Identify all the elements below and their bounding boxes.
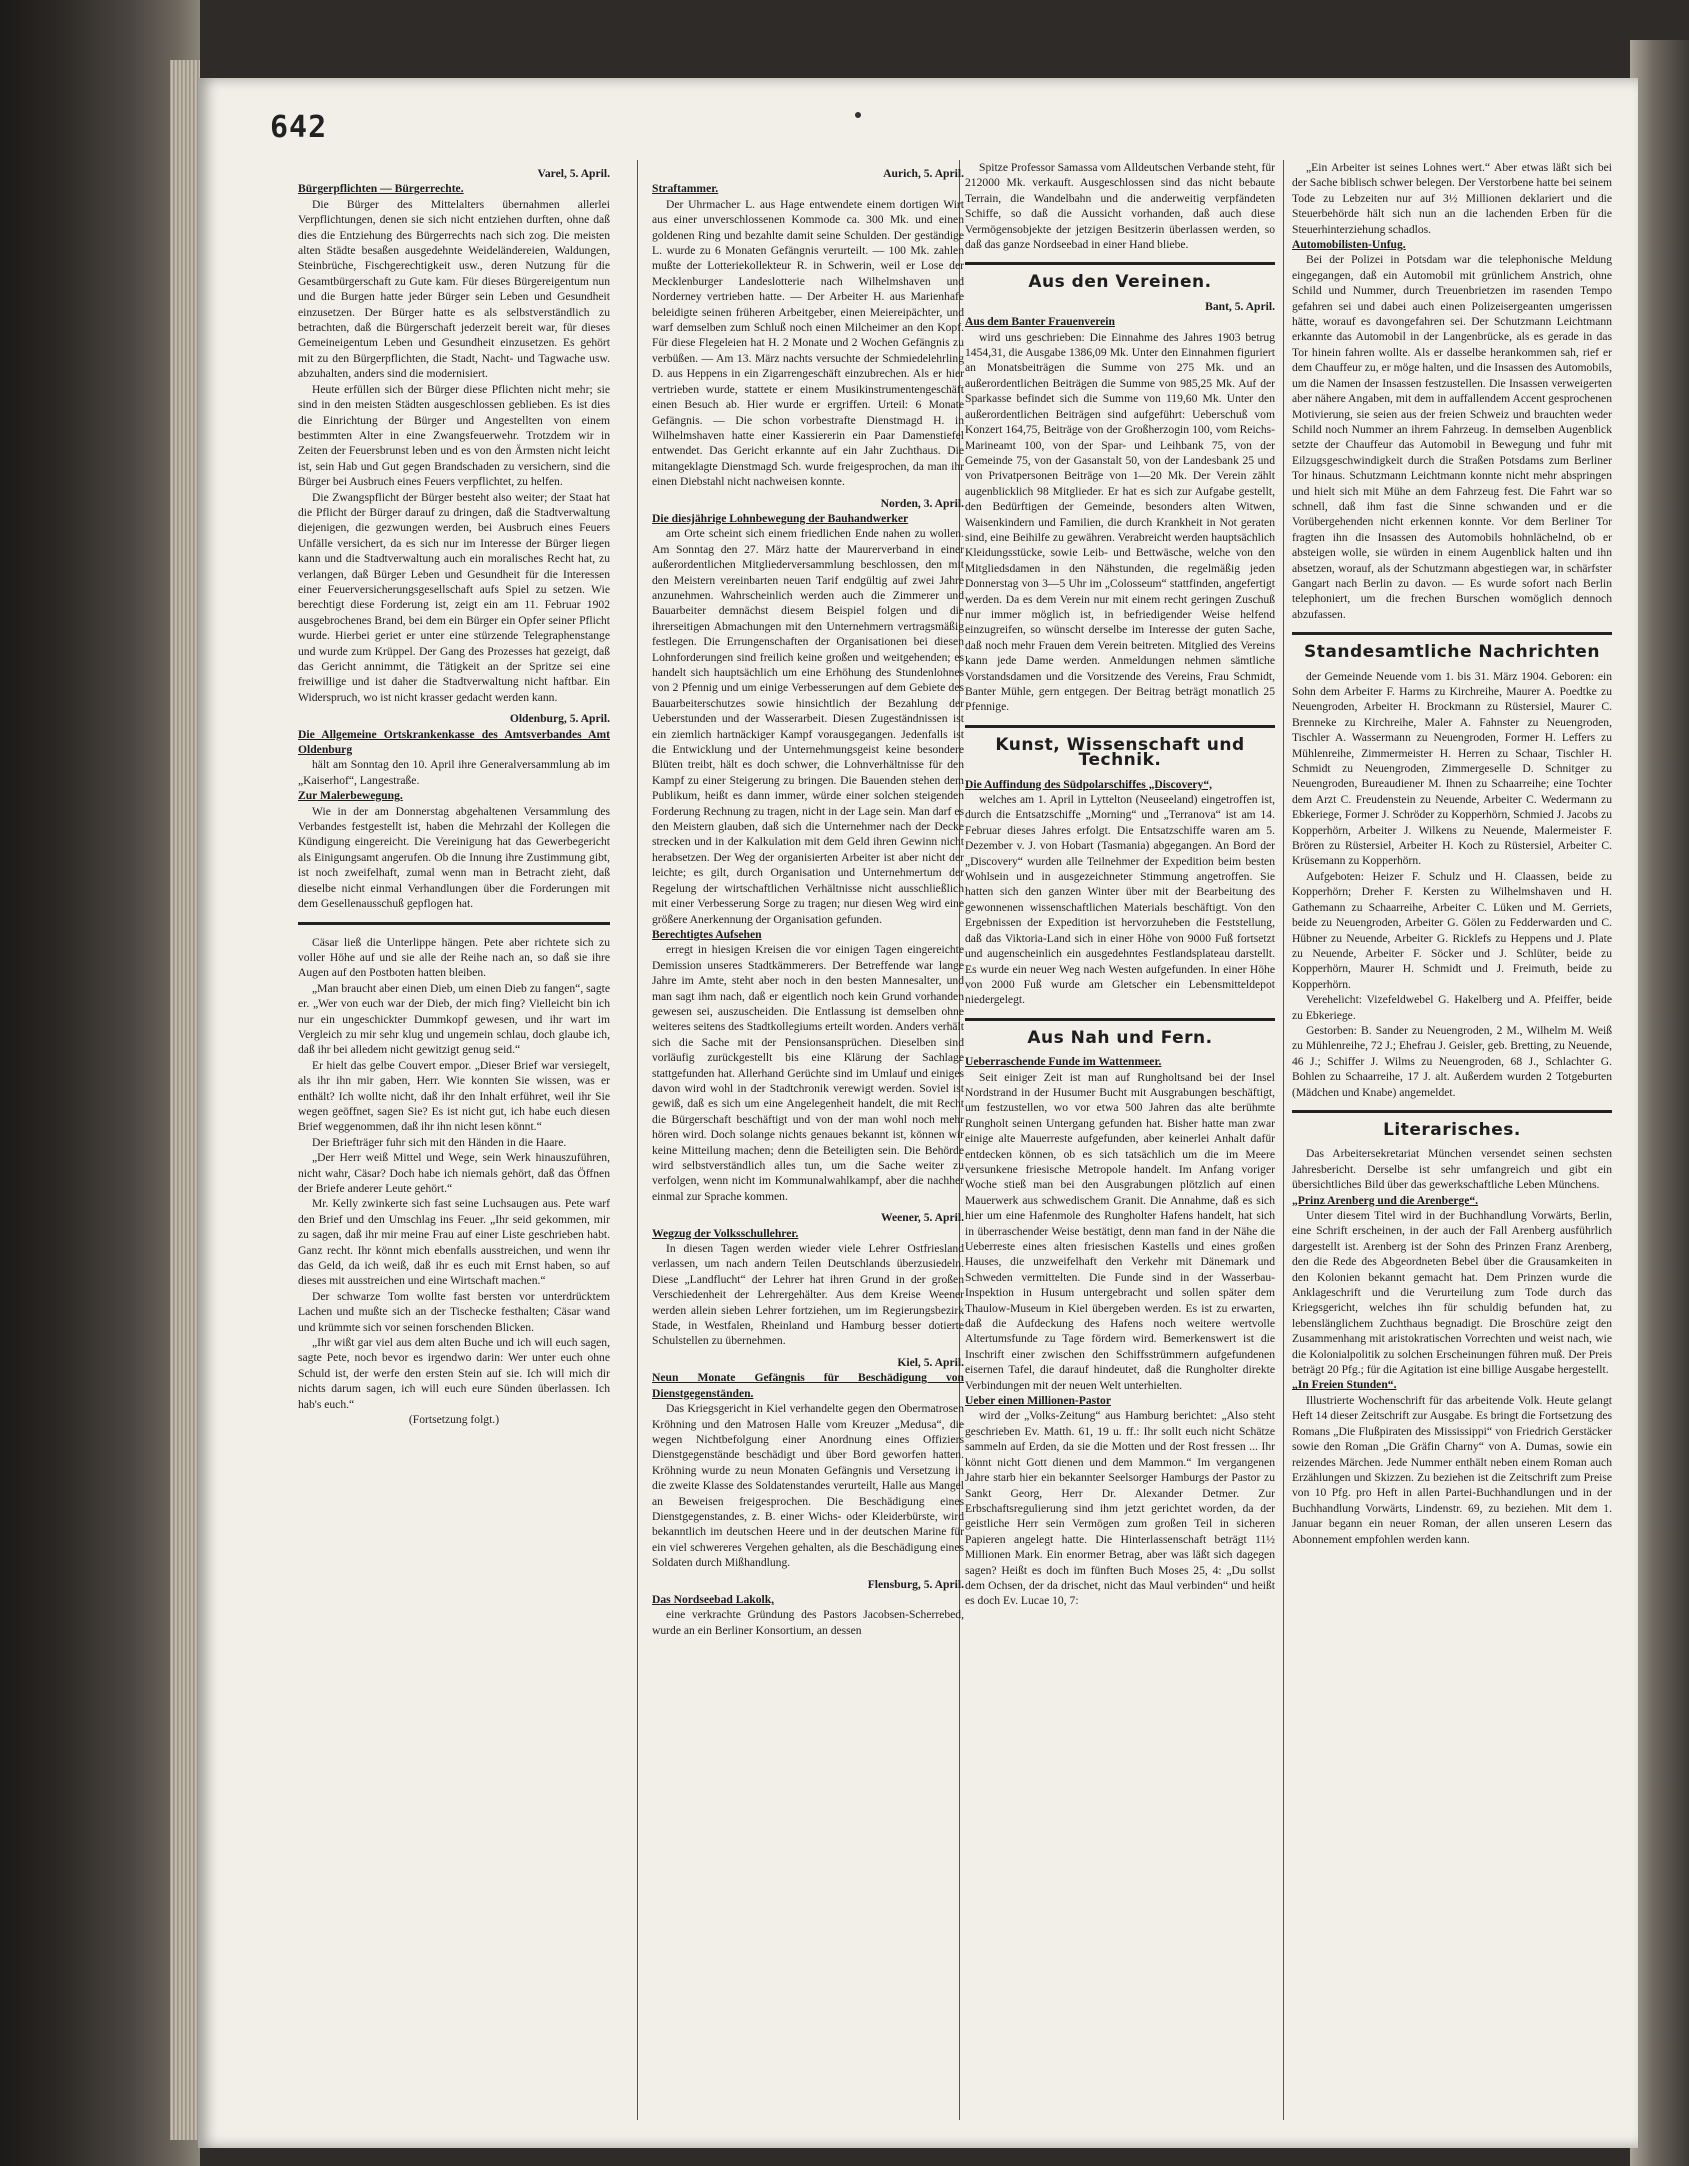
article-paragraph: Illustrierte Wochenschrift für das arbeitende Volk. Heute gelangt Heft 14 dieser Zeitschrift zur Ausgabe. Es bringt die Fortsetzung des Romans „Die Flußpiraten des Mississippi“ von Friedrich Gerstäcker sowie den Roman „Die Gräfin Charny“ von A. Dumas, sowie ein reizendes Märchen. Jede Nummer enthält neben einem Roman auch Erzählungen und Skizzen. Zu beziehen ist die Zeitschrift zum Preise von 10 Pfg. pro Heft in allen Partei-Buchhandlungen und in der Buchhandlung Vorwärts, Lindenstr. 69, zu beziehen. Mit dem 1. Januar begann ein neuer Roman, der allen unseren Lesern das Abonnement empfohlen werden kann. — [1292, 1393, 1612, 1546]
article-paragraph: Die Zwangspflicht der Bürger besteht also weiter; der Staat hat die Pflicht der Bürger darauf zu dringen, daß die Stadtverwaltung diejenigen, die gezwungen werden, bei Ausbruch eines Feuers Unfälle versichert, da es sich nur im Interesse der Bürger liegen kann und die Stadtverwaltung auch ein moralisches Recht hat, zu verlangen, daß Bürger Leben und Gesundheit für die Interessen einer Feuerversicherungsgesellschaft aufs Spiel zu setzen. Wie berechtigt diese Forderung ist, zeigt ein am 11. Februar 1902 ausgebrochenes Brand, bei dem ein Bürger ein Opfer seiner Pflicht wurde. Hierbei geriet er unter eine stürzende Telegraphenstange und wurde zum Krüppel. Der Gang des Prozesses hat gezeigt, daß das Gericht annimmt, die Tätigkeit an der Spritze sei eine freiwillige und ist daher die Stadtverwaltung nicht haftbar. Ein Widerspruch, wo ist nicht krasser gedacht werden kann. — [298, 490, 610, 704]
section-heading: Aus Nah und Fern. — [1027, 1027, 1213, 1048]
dateline: Norden, 3. April. — [880, 496, 964, 510]
dateline: Kiel, 5. April. — [897, 1355, 964, 1369]
section-divider — [965, 725, 1275, 728]
dateline: Bant, 5. April. — [1205, 299, 1275, 313]
section-divider — [965, 1018, 1275, 1021]
article-paragraph: Die Bürger des Mittelalters übernahmen allerlei Verpflichtungen, denen sie sich nicht entziehen durften, ohne daß dies die Entziehung des Bürgerrechts nach sich zog. Die meisten alten Städte besaßen ausgedehnte Weideländereien, Waldungen, Steinbrüche, Fischgerechtigkeit usw., deren Nutzung für die Gesamtbürgerschaft zu Gute kam. Für dieses Bürgereigentum nun und die Burgen hatte jeder Bürger sein Leben und Gesundheit einzusetzen. Der Bürger hatte es als selbstverständlich zu betrachten, daß die Bürgerschaft jederzeit bereit war, für dieses Gemeineigentum Leben und Gesundheit einzusetzen. Es gehört mit zu den Bürgerpflichten, die Stadt, Nacht- und Tagwache usw. abzuhalten, anders sind die modernisiert. — [298, 197, 610, 381]
article-paragraph: Er hielt das gelbe Couvert empor. „Dieser Brief war versiegelt, als ihr ihn mir gaben, Herr. Wie konnten Sie wissen, was er enthält? Ich wollte nicht, daß ihr den Inhalt erführet, weil ihr Sie wegen geöffnet, sagen Sie? Es ist nicht gut, ich habe euch diesen Brief weggenommen, daß ihr ihn nicht lesen könnt.“ — [298, 1058, 610, 1134]
continuation-note: (Fortsetzung folgt.) — [408, 1413, 500, 1427]
page-number: 642 — [270, 110, 328, 145]
article-paragraph: Das Arbeitersekretariat München versendet seinen sechsten Jahresbericht. Derselbe ist sehr umfangreich und gibt ein übersichtliches Bild über das gewerkschaftliche Leben Münchens. — [1292, 1147, 1612, 1192]
section-heading: Literarisches. — [1383, 1119, 1521, 1140]
article-heading: Die Auffindung des Südpolarschiffes „Discovery“, — [965, 777, 1213, 791]
article-paragraph: „Ihr wißt gar viel aus dem alten Buche und ich will euch sagen, sagte Pete, noch bevor es irgendwo darin: Wer unter euch ohne Schuld ist, der werfe den ersten Stein auf sie. Ich will mich dir nichts darum sagen, ich will euch eure Sünden überlassen. Ich hab's euch.“ — [298, 1336, 610, 1411]
dateline: Varel, 5. April. — [537, 167, 610, 180]
article-paragraph: Der Briefträger fuhr sich mit den Händen in die Haare. — [312, 1135, 567, 1149]
article-paragraph: „Man braucht aber einen Dieb, um einen Dieb zu fangen“, sagte er. „Wer von euch war der Dieb, der mich fing? Vielleicht bin ich nur ein ungeschickter Dummkopf gewesen, und ihr wart im Vergleich zu mir sehr klug und ungemein schlau, doch glaube ich, daß ihr bei alledem nicht gewitzigt genug seid.“ — [298, 981, 610, 1057]
article-heading: Die diesjährige Lohnbewegung der Bauhandwerker — [652, 511, 909, 525]
article-paragraph: am Orte scheint sich einem friedlichen Ende nahen zu wollen. Am Sonntag den 27. März hatte der Maurerverband in einer außerordentlichen Mitgliederversammlung beschlossen, den mit den Meistern vereinbarten neuen Tarif endgültig auf zwei Jahre anzunehmen. Wahrscheinlich werden auch die Zimmerer und Bauarbeiter demnächst diesem Beispiel folgen und die ihrerseitigen Abmachungen mit den Unternehmern vertragsmäßig festlegen. Die Errungenschaften der Organisationen bei diesen Lohnforderungen sind freilich keine großen und weitgehenden; es handelt sich hauptsächlich um eine Erhöhung des Stundenlohnes von 2 Pfennig und um einige Verbesserungen auf dem Gebiete des Bauarbeiterschutzes sowie hinsichtlich der Bezahlung der Ueberstunden und der Wasserarbeit. Diesen Zugeständnissen ist ein ziemlich hartnäckiger Kampf vorausgegangen. Jedenfalls ist die Entwicklung und der Unternehmungsgeist keine besondere Blüten treibt, hält es doch schwer, die Lohnverhältnisse für den Kampf zu einer Steigerung zu bringen. Die Bauenden stehen dem Publikum, heißt es dann immer, würde einer solchen steigenden Forderung Rechnung zu tragen, nicht in der Lage sein. Man darf es den Meistern glauben, daß sich die Unternehmer nach der Decke strecken und in der Kalkulation mit dem Geld ihren Gewinn nicht herabsetzen. Der Weg der organisierten Arbeiter ist aber nicht der leichte; es gilt, durch Organisation und Unternehmertum der Regelung der wirtschaftlichen Verhältnisse nicht ausschließlich mit einer Verbesserung Sorge zu tragen; nur diesen Weg wird eine größere Anerkennung der Organisation gefunden. — [652, 527, 964, 926]
section-heading: Standesamtliche Nachrichten — [1304, 642, 1600, 663]
dateline: Oldenburg, 5. April. — [509, 712, 610, 726]
article-paragraph: „Der Herr weiß Mittel und Wege, sein Werk hinauszuführen, nicht wahr, Cäsar? Doch habe ich niemals gehört, daß das Öffnen der Briefe anderer Leute gehört.“ — [298, 1151, 610, 1195]
column-rule — [637, 160, 638, 2120]
article-heading: Zur Malerbewegung. — [298, 789, 403, 803]
article-heading: Neun Monate Gefängnis für Beschädigung von Dienstgegenständen. — [652, 1371, 964, 1400]
column-rule — [1283, 160, 1284, 2120]
dateline: Flensburg, 5. April. — [867, 1577, 964, 1591]
dateline: Weener, 5. April. — [881, 1211, 964, 1225]
article-heading: „In Freien Stunden“. — [1292, 1378, 1397, 1392]
section-heading: Aus den Vereinen. — [1028, 272, 1212, 293]
section-divider — [1292, 632, 1612, 635]
article-paragraph: Verehelicht: Vizefeldwebel G. Hakelberg und A. Pfeiffer, beide zu Ebkeriege. — [1292, 993, 1612, 1022]
article-paragraph: Unter diesem Titel wird in der Buchhandlung Vorwärts, Berlin, eine Schrift erscheinen, in der auch der Fall Arenberg ausführlich dargestellt ist. Arenberg ist der Sohn des Prinzen Franz Arenberg, den die Rede des Abgeordneten Bebel über die Grausamkeiten in den Kolonien bekannt gemacht hat. Dem Prinzen wurde die Anklageschrift und die Verurteilung zum Tode durch das Kriegsgericht, welches ihn für schuldig befunden hat, zu lebenslänglichem Zuchthaus begnadigt. Die Broschüre zeigt den Zusammenhang mit aristokratischen Vorrechten und weist nach, wie die Kolonialpolitik zu solchen Erscheinungen führen muß. Der Preis beträgt 20 Pfg.; für die Agitation ist eine billige Ausgabe hergestellt. — [1292, 1209, 1612, 1377]
article-heading: Bürgerpflichten — Bürgerrechte. — [298, 182, 464, 196]
article-paragraph: Mr. Kelly zwinkerte sich fast seine Luchsaugen aus. Pete warf den Brief und den Umschlag ins Feuer. „Ihr seid gekommen, mir zu sagen, daß ihr mir meine Frau auf einer Liste geschrieben habt. Ganz recht. Ihr könnt mich ebenfalls ausstreichen, und wenn ihr das Geld, da ich weiß, daß ihr es euch mit Ernst haben, so auf dieses mit ausstreichen und eine Wirtschaft machen.“ — [298, 1197, 610, 1288]
article-paragraph: Der schwarze Tom wollte fast bersten vor unterdrücktem Lachen und mußte sich an der Tischecke festhalten; Cäsar wand und krümmte sich vor seinen forschenden Blicken. — [298, 1289, 610, 1334]
article-heading: Straftammer. — [652, 182, 719, 196]
article-paragraph: Das Kriegsgericht in Kiel verhandelte gegen den Obermatrosen Kröhning und den Matrosen Halle vom Kreuzer „Medusa“, die wegen Nichtbefolgung einer Anordnung eines Offiziers Dienstgegenstände beschädigt und über Bord geworfen hatten. Kröhning wurde zu neun Monaten Gefängnis und Versetzung in die zweite Klasse des Soldatenstandes verurteilt, Halle aus Mangel an Beweisen freigesprochen. Die Beschädigung eines Dienstgegenstandes, z. B. einer Wichs- oder Kleiderbürste, wird bekanntlich im deutschen Heere und in der deutschen Marine für ein viel schwereres Vergehen gehalten, als die Beschädigung eines Soldaten durch Mißhandlung. — [652, 1402, 964, 1570]
right-binding-edge — [1630, 40, 1689, 2166]
article-paragraph: Aufgeboten: Heizer F. Schulz und H. Claassen, beide zu Kopperhörn; Dreher F. Kersten zu Wilhelmshaven und H. Gathemann zu Schaarreihe, Arbeiter C. Lüken und M. Gerriets, beide zu Neuengroden, Arbeiter G. Gölen zu Fedderwarden und C. Hübner zu Neuende, Arbeiter G. Ricklefs zu Heppens und J. Plate zu Neuende, Arbeiter F. Söcker und J. Schlüter, beide zu Kopperhörn, Maurer H. Schmidt und J. Freimuth, beide zu Kopperhörn. — [1292, 869, 1612, 991]
article-paragraph: wird uns geschrieben: Die Einnahme des Jahres 1903 betrug 1454,31, die Ausgabe 1386,09 Mk. Unter den Einnahmen figuriert an Monatsbeiträgen die Summe von 275 Mk. und an außerordentlichen Beiträgen die Summe von 985,25 Mk. Auf der Sparkasse befindet sich die Summe von 119,60 Mk. Unter den außerordentlichen Beiträgen sind aufgeführt: Ueberschuß vom Konzert 164,75, Beiträge von der Großherzogin 100, vom Reichs-Marineamt 100, von der Spar- und Leihbank 75, von der Gemeinde 75, von der Gasanstalt 50, von der Landesbank 25 und von Privatpersonen Beiträge von 1—20 Mk. Der Verein zählt augenblicklich 98 Mitglieder. Er hat es sich zur Aufgabe gestellt, den Bedürftigen der Gemeinde, besonders alten Witwen, Waisenkindern und Familien, die durch Krankheit in Not geraten sind, eine Beihilfe zu gewähren. Verabreicht werden hauptsächlich Kleidungsstücke, sowie Leib- und Bettwäsche, welche von den Mitgliedsdamen in den Nähstunden, die regelmäßig jeden Donnerstag von 3—5 Uhr im „Colosseum“ stattfinden, angefertigt werden. Da es dem Verein nur mit einem recht geringen Zuschuß nur immer möglich ist, in befriedigender Weise helfend einzugreifen, so wünscht derselbe im Interesse der guten Sache, daß noch mehr Frauen dem Verein beitreten. Mitglied des Vereins kann jede Dame werden. Anmeldungen nehmen sämtliche Vorstandsdamen und die Vorsitzende des Vereins, Frau Schmidt, Banter Mühle, gern entgegen. Der Beitrag beträgt monatlich 25 Pfennige. — [965, 330, 1275, 714]
article-paragraph: In diesen Tagen werden wieder viele Lehrer Ostfriesland verlassen, um nach andern Teilen Deutschlands überzusiedeln. Diese „Landflucht“ der Lehrer hat ihren Grund in der großen Verschiedenheit der Lehrergehälter. Aus dem Kreise Weener werden allein sieben Lehrer fortziehen, um im Regierungsbezirk Stade, in Westfalen, Rheinland und Hamburg besser dotierte Schulstellen zu übernehmen. — [652, 1242, 964, 1348]
article-heading: Aus dem Banter Frauenverein — [965, 315, 1115, 329]
article-heading: Die Allgemeine Ortskrankenkasse des Amtsverbandes Amt Oldenburg — [298, 727, 610, 757]
article-paragraph: Gestorben: B. Sander zu Neuengroden, 2 M., Wilhelm M. Weiß zu Mühlenreihe, 72 J.; Ehefrau J. Geisler, geb. Bretting, zu Neuende, 46 J.; Schiffer J. Wilms zu Neuengroden, 68 J., Schlachter G. Bohlen zu Schaarreihe, 17 J. alt. Außerdem wurden 2 Totgeburten (Mädchen und Knabe) angemeldet. — [1292, 1023, 1612, 1099]
dateline: Aurich, 5. April. — [883, 167, 964, 180]
article-paragraph: Der Uhrmacher L. aus Hage entwendete einem dortigen Wirt aus einer unverschlossenen Kommode ca. 300 Mk. und einen goldenen Ring und bezahlte damit seine Schulden. Der geständige L. wurde zu 6 Monaten Gefängnis verurteilt. — 100 Mk. zahlen mußte der Lotteriekollekteur R. in Schwerin, weil er Lose der Mecklenburger Landeslotterie nach Wilhelmshaven und Norderney vertrieben hatte. — Der Arbeiter H. aus Marienhafe beleidigte seinen früheren Arbeitgeber, einen Meiereipächter, und warf demselben zum Schluß noch einen Milcheimer an den Kopf. Für diese Flegeleien hat H. 2 Monate und 2 Wochen Gefängnis zu verbüßen. — Am 13. März nachts versuchte der Schmiedelehrling D. aus Heppens in ein Zigarrengeschäft einzubrechen. Als er hier vertrieben wurde, stattete er einem Musikinstrumentengeschäft einen Besuch ab. Hier wurde er ergriffen. Urteil: 6 Monate Gefängnis. — Die schon vorbestrafte Dienstmagd H. in Wilhelmshaven hatte einer Kassiererin ein Paar Damenstiefel entwendet. Das Gericht erkannte auf ein Jahr Zuchthaus. Die mitangeklagte Dienstmagd Sch. wurde freigesprochen, da man ihr einen Diebstahl nicht nachweisen konnte. — [652, 197, 964, 489]
article-paragraph: Seit einiger Zeit ist man auf Rungholtsand bei der Insel Nordstrand in der Husumer Bucht mit Ausgrabungen beschäftigt, um festzustellen, wo vor etwa 500 Jahren das alte berühmte Rungholt seinen Untergang gefunden hat. Bisher hatte man zwar einige alte Mauerreste aufgefunden, aber keinerlei Anhalt dafür entdecken können, ob es sich tatsächlich um die im Meere versunkene friesische Metropole handelt. Im Anfang voriger Woche stieß man bei den Ausgrabungen plötzlich auf einen Mauerwerk aus schwedischem Granit. Die Annahme, daß es sich hier um eine Hafenmole des Rungholter Hafens handelt, hat sich in überraschender Weise bestätigt, denn man fand in der Nähe die Ueberreste eines alten friesischen Kastells und eines großen Hauses, die unzweifelhaft den Verkehr mit Dänemark und Schweden vermittelten. Die Funde sind in der Wasserbau-Inspektion in Husum untergebracht und sollen später dem Thaulow-Museum in Kiel übergeben werden. Es ist zu erwarten, daß die Aufdeckung des Hafens noch weitere wertvolle Altertumsfunde zu Tage fördern wird. Bemerkenswert ist die Inschrift einer zwischen den Schiffsstrümmern aufgefundenen eisernen Tafel, die darauf hindeutet, daß die Rungholter direkte Verbindungen mit der neuen Welt unterhielten. — [965, 1070, 1275, 1392]
section-heading: Kunst, Wissenschaft und Technik. — [995, 734, 1245, 771]
article-paragraph: wird der „Volks-Zeitung“ aus Hamburg berichtet: „Also steht geschrieben Ev. Matth. 61, 19 u. ff.: Ihr sollt euch nicht Schätze sammeln auf Erden, da sie die Motten und der Rost fressen ... Ihr könnt nicht Gott dienen und dem Mammon.“ Im vergangenen Jahre starb hier ein bekannter Seelsorger Hamburgs der Pastor zu Sankt Georg, Herr Dr. Alexander Detmer. Zur Erbschaftsregulierung sind ihm jetzt gerichtet worden, da der geistliche Herr sein Vermögen zum großen Teil in sicheren Papieren angelegt hatte. Die Hinterlassenschaft beträgt 11½ Millionen Mark. Ein enormer Betrag, aber was läßt sich dagegen sagen? Heißt es doch im fünften Buch Moses 25, 4: „Du sollst dem Ochsen, der da drischet, nicht das Maul verbinden“ und heißt es doch Ev. Lucae 10, 7: — [965, 1409, 1275, 1608]
article-paragraph: Bei der Polizei in Potsdam war die telephonische Meldung eingegangen, daß ein Automobil mit grünlichem Anstrich, ohne Schild und Nummer, durch Treuenbrietzen im rasenden Tempo gefahren sei und dabei auch einen Polizeisergeanten umgerissen hätte, worauf es davongefahren sei. Der Schutzmann Leichtmann erkannte das Automobil in der Langenbrücke, als es gerade in das Tor hinein fahren wollte. Als er dasselbe herankommen sah, rief er dem Chauffeur zu, er möge halten, und die Insassen des Automobils, um die Namen der Insassen festzustellen. Die Insassen verweigerten aber nähere Angaben, mit dem in auffallendem Accent gesprochenen Motivierung, sie seien aus der freien Schweiz und brauchten weder Schild noch Nummer an ihrem Fahrzeug. In demselben Augenblick setzte der Chauffeur das Automobil in Bewegung und fuhr mit Eilzugsgeschwindigkeit durch die Straßen Potsdams zum Berliner Tor hinaus. Schutzmann Leichtmann konnte nicht mehr abspringen und hielt sich mit Mühe an dem Fahrzeug fest. Die Fahrt war so schnell, daß ihm fast die Sinne schwanden und er die Vorübergehenden nicht erkennen konnte. Vor dem Berliner Tor fragten ihn die Insassen des Automobils hohnlächelnd, ob er absteigen wolle, sie würden in einem Augenblick halten und ihn absetzen, worauf, als der Schutzmann abgestiegen war, in schärfster Gangart nach Berlin zu davon. — Es wurde sofort nach Berlin telephoniert, um die frechen Burschen womöglich dennoch abzufassen. — [1292, 253, 1612, 621]
article-paragraph: Spitze Professor Samassa vom Alldeutschen Verbande steht, für 212000 Mk. verkauft. Ausgeschlossen sind das nicht bebaute Terrain, die Wandelbahn und die anderweitig verpfändeten Schiffe, so daß die Aussicht vorhanden, daß auch diese Vermögensobjekte der jetzigen Besitzerin überlassen werden, so daß das ganze Nordseebad in einer Hand bliebe. — [965, 161, 1275, 252]
article-heading: Automobilisten-Unfug. — [1292, 238, 1406, 252]
section-divider — [1292, 1110, 1612, 1113]
article-heading: Berechtigtes Aufsehen — [652, 927, 762, 941]
article-paragraph: welches am 1. April in Lyttelton (Neuseeland) eingetroffen ist, durch die Entsatzschiffe „Morning“ und „Terranova“ ist am 14. Februar dieses Jahres erfolgt. Die Entsatzschiffe waren am 5. Dezember v. J. von Hobart (Tasmania) abgegangen. An Bord der „Discovery“ wurden alle Teilnehmer der Expedition beim besten Wohlsein und in ausgezeichneter Stimmung angetroffen. Sie hatten sich den ganzen Winter über mit der Bearbeitung des gewonnenen wissenschaftlichen Materials beschäftigt. Von den Ergebnissen der Expedition ist hervorzuheben die Feststellung, daß das Viktoria-Land sich in einer Höhe von 9000 Fuß fortsetzt und augenscheinlich ein ausgedehntes Festlandsplateau darstellt. Es wurde ein neuer Weg nach Westen aufgefunden. In einer Höhe von 2000 Fuß wurde am Gletscher ein Lebensmitteldepot niedergelegt. — [965, 793, 1275, 1007]
column-3 — [965, 160, 1275, 2120]
article-paragraph: „Ein Arbeiter ist seines Lohnes wert.“ Aber etwas läßt sich bei der Sache biblisch schwer belegen. Der Verstorbene hatte bei seinem Tode zu Lebzeiten nur auf 3½ Millionen deklariert und die Steuerbehörde hält sich nun an die lachenden Erben für die Steuerhinterziehung schadlos. — [1292, 161, 1612, 236]
article-heading: Ueberraschende Funde im Wattenmeer. — [965, 1055, 1162, 1069]
column-1 — [298, 160, 610, 2120]
article-paragraph: eine verkrachte Gründung des Pastors Jacobsen-Scherrebed, wurde an ein Berliner Konsortium, an dessen — [652, 1608, 964, 1637]
column-2 — [652, 160, 964, 2120]
article-heading: Wegzug der Volksschullehrer. — [652, 1226, 799, 1240]
section-divider — [965, 262, 1275, 265]
article-paragraph: hält am Sonntag den 10. April ihre Generalversammlung ab im „Kaiserhof“, Langestraße. — [298, 758, 610, 787]
page-stack-edge — [170, 60, 200, 2140]
print-mark — [855, 112, 861, 118]
article-paragraph: der Gemeinde Neuende vom 1. bis 31. März 1904. Geboren: ein Sohn dem Arbeiter F. Harms zu Kirchreihe, Maurer A. Poedtke zu Neuengroden, Arbeiter H. Brockmann zu Rüstersiel, Maurer C. Brenneke zu Kirchreihe, Maler A. Fahnster zu Neuengroden, Tischler A. Wassermann zu Neuengroden, Former H. Leffers zu Mühlenreihe, Zimmermeister H. Herren zu Schaar, Tischler H. Schmidt zu Neuengroden, Zimmergeselle D. Schnitger zu Neuengroden, Bureaudiener M. Ihnen zu Schaarreihe; eine Tochter dem Arzt C. Freudenstein zu Neuende, Arbeiter C. Wedermann zu Ebkeriege, Former J. Schröder zu Kopperhörn, Schmied J. Jacobs zu Kopperhörn, Arbeiter J. Wilkens zu Neuende, Malermeister F. Brören zu Rüstersiel, Arbeiter H. Koch zu Rüstersiel, Arbeiter C. Krüsemann zu Kopperhörn. — [1292, 669, 1612, 868]
column-4 — [1292, 160, 1612, 2120]
article-heading: „Prinz Arenberg und die Arenberge“. — [1292, 1193, 1479, 1207]
article-paragraph: Wie in der am Donnerstag abgehaltenen Versammlung des Verbandes festgestellt ist, haben die Mehrzahl der Kollegen die Kündigung eingereicht. Die Vereinigung hat das Gewerbegericht als Einigungsamt angerufen. Ob die Innung ihre Zustimmung gibt, ist noch zweifelhaft, zumal wenn man in Betracht zieht, daß dieselbe nicht einmal Verhandlungen über die Forderungen mit dem Gesellenausschuß gepflogen hat. — [298, 804, 610, 911]
article-heading: Ueber einen Millionen-Pastor — [965, 1394, 1111, 1408]
article-paragraph: erregt in hiesigen Kreisen die vor einigen Tagen eingereichte Demission unseres Stadtkämmerers. Der Betreffende war lange Jahre im Amte, steht aber noch in den besten Mannesalter, und man sagt ihm nach, daß er eigentlich noch kein Grund vorhanden gewesen sei, auszuscheiden. Die Entlassung ist demselben ohne weiteres seitens des Stadtkollegiums erteilt worden. Anders verhält sich die Sache mit der Pensionsansprüchen. Dieselben sind vorläufig zurückgestellt bis eine Klärung der Sachlage stattgefunden hat. Allerhand Gerüchte sind im Umlauf und einiges davon wird wohl in der Stadtchronik verewigt werden. Soviel ist gewiß, daß es sich um eine Angelegenheit handelt, die mit Recht die Bürgerschaft beschäftigt und von der man wohl noch mehr hören wird. Doch solange nichts genaues bekannt ist, können wir keine Mitteilung machen; denn die Beteiligten sein. Die Behörde wird selbstverständlich alles tun, um die Sache weiter zu verfolgen, wenn nicht im Kommunalwahlkampf, aber die nachher einmal zur Sprache kommen. — [652, 943, 964, 1203]
article-paragraph: Heute erfüllen sich der Bürger diese Pflichten nicht mehr; sie sind in den meisten Städten ausgeschlossen geblieben. Es ist dies die Einrichtung der Bürger und Angestellten von einem bestimmten Alter in eine Zwangsfeuerwehr. Trotzdem wir in Zeiten der Feuersbrunst leben und es von den Ärmsten nicht leicht ist, sein Hab und Gut gegen Brandschaden zu versichern, sind die Bürger bei Ausbruch eines Feuers verpflichtet, zu helfen. — [298, 382, 610, 489]
section-divider — [298, 922, 610, 925]
article-heading: Das Nordseebad Lakolk, — [652, 1592, 775, 1606]
article-paragraph: Cäsar ließ die Unterlippe hängen. Pete aber richtete sich zu voller Höhe auf und sie alle der Reihe nach an, so daß sie ihre Augen auf den Postboten hatten bleiben. — [298, 935, 610, 980]
